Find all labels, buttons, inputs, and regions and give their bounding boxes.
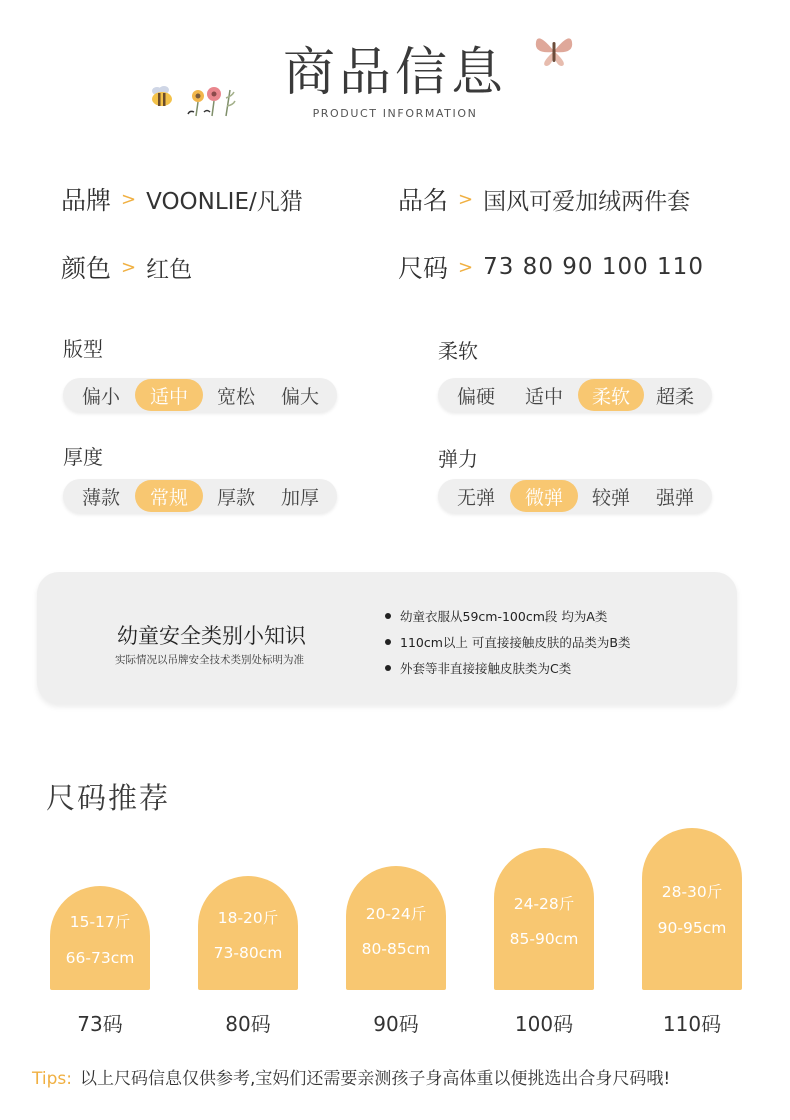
elasticity-option-3[interactable]: 较弹 — [591, 486, 630, 509]
thickness-option-2[interactable]: 常规 — [135, 480, 203, 512]
safety-point — [385, 607, 607, 625]
size-weight: 15-17斤 — [69, 913, 131, 931]
name-key: 品名 — [398, 186, 449, 215]
info-size — [398, 249, 704, 285]
size-weight: 28-30斤 — [661, 883, 723, 901]
bullet-icon — [385, 613, 391, 619]
size-weight: 18-20斤 — [217, 909, 279, 927]
thickness-option-4[interactable]: 加厚 — [280, 486, 319, 509]
size-height: 66-73cm — [65, 949, 135, 967]
elasticity-selector — [438, 479, 712, 513]
safety-card — [37, 572, 737, 704]
size-rec-title: 尺码推荐 — [46, 781, 171, 815]
elasticity-option-2[interactable]: 微弹 — [510, 480, 578, 512]
safety-point-text: 幼童衣服从59cm-100cm段 均为A类 — [400, 609, 608, 624]
fit-option-2[interactable]: 适中 — [135, 379, 203, 411]
tips-text: 以上尺码信息仅供参考,宝妈们还需要亲测孩子身高体重以便挑选出合身尺码哦! — [79, 1069, 671, 1089]
thickness-label: 厚度 — [63, 445, 103, 469]
size-height: 80-85cm — [361, 940, 431, 958]
bee-icon — [148, 84, 178, 110]
fit-option-4[interactable]: 偏大 — [280, 385, 319, 408]
size-label: 80码 — [225, 1012, 271, 1036]
thickness-option-3[interactable]: 厚款 — [216, 486, 255, 509]
butterfly-icon — [532, 30, 576, 70]
fit-option-1[interactable]: 偏小 — [81, 385, 120, 408]
size-label: 110码 — [662, 1012, 722, 1036]
softness-option-1[interactable]: 偏硬 — [456, 385, 495, 408]
size-height: 73-80cm — [213, 944, 283, 962]
tips — [32, 1064, 670, 1089]
info-color — [61, 249, 192, 285]
safety-point — [385, 633, 630, 651]
size-label: 90码 — [373, 1012, 419, 1036]
elasticity-option-4[interactable]: 强弹 — [655, 486, 694, 509]
size-card — [494, 848, 594, 990]
tips-key: Tips: — [32, 1069, 72, 1089]
size-value: 73 80 90 100 110 — [483, 254, 704, 280]
bullet-icon — [385, 665, 391, 671]
size-label: 73码 — [77, 1012, 123, 1036]
chevron-right-icon: > — [121, 188, 137, 210]
chevron-right-icon: > — [458, 188, 474, 210]
size-weight: 24-28斤 — [513, 895, 575, 913]
size-key: 尺码 — [398, 254, 449, 283]
size-card — [346, 866, 446, 990]
brand-key: 品牌 — [61, 186, 112, 215]
safety-point — [385, 659, 571, 677]
softness-label: 柔软 — [438, 339, 478, 363]
size-height: 85-90cm — [509, 930, 579, 948]
info-brand — [61, 181, 303, 217]
size-height: 90-95cm — [657, 919, 727, 937]
size-weight: 20-24斤 — [365, 905, 427, 923]
thickness-selector — [63, 479, 337, 513]
fit-selector — [63, 378, 337, 412]
thickness-option-1[interactable]: 薄款 — [81, 486, 120, 509]
safety-subtitle: 实际情况以吊牌安全技术类别处标明为准 — [115, 654, 304, 666]
chevron-right-icon: > — [458, 256, 474, 278]
page-title: 商品信息 — [282, 43, 507, 103]
color-value: 红色 — [146, 256, 193, 283]
size-card — [642, 828, 742, 990]
size-card — [198, 876, 298, 990]
page-subtitle: PRODUCT INFORMATION — [312, 107, 478, 120]
name-value: 国风可爱加绒两件套 — [483, 188, 691, 215]
flower-icon — [186, 84, 242, 120]
softness-option-3[interactable]: 柔软 — [578, 379, 644, 411]
bullet-icon — [385, 639, 391, 645]
fit-label: 版型 — [63, 337, 103, 361]
size-card — [50, 886, 150, 990]
chevron-right-icon: > — [121, 256, 137, 278]
info-name — [398, 181, 690, 217]
elasticity-label: 弹力 — [438, 447, 478, 471]
softness-option-2[interactable]: 适中 — [524, 385, 563, 408]
brand-value: VOONLIE/凡猎 — [146, 188, 303, 215]
elasticity-option-1[interactable]: 无弹 — [456, 486, 495, 509]
size-label: 100码 — [514, 1012, 574, 1036]
softness-selector — [438, 378, 712, 412]
softness-option-4[interactable]: 超柔 — [655, 385, 694, 408]
safety-title: 幼童安全类别小知识 — [117, 624, 306, 648]
fit-option-3[interactable]: 宽松 — [216, 385, 255, 408]
safety-point-text: 外套等非直接接触皮肤类为C类 — [400, 661, 572, 676]
color-key: 颜色 — [61, 254, 112, 283]
safety-point-text: 110cm以上 可直接接触皮肤的品类为B类 — [400, 635, 631, 650]
